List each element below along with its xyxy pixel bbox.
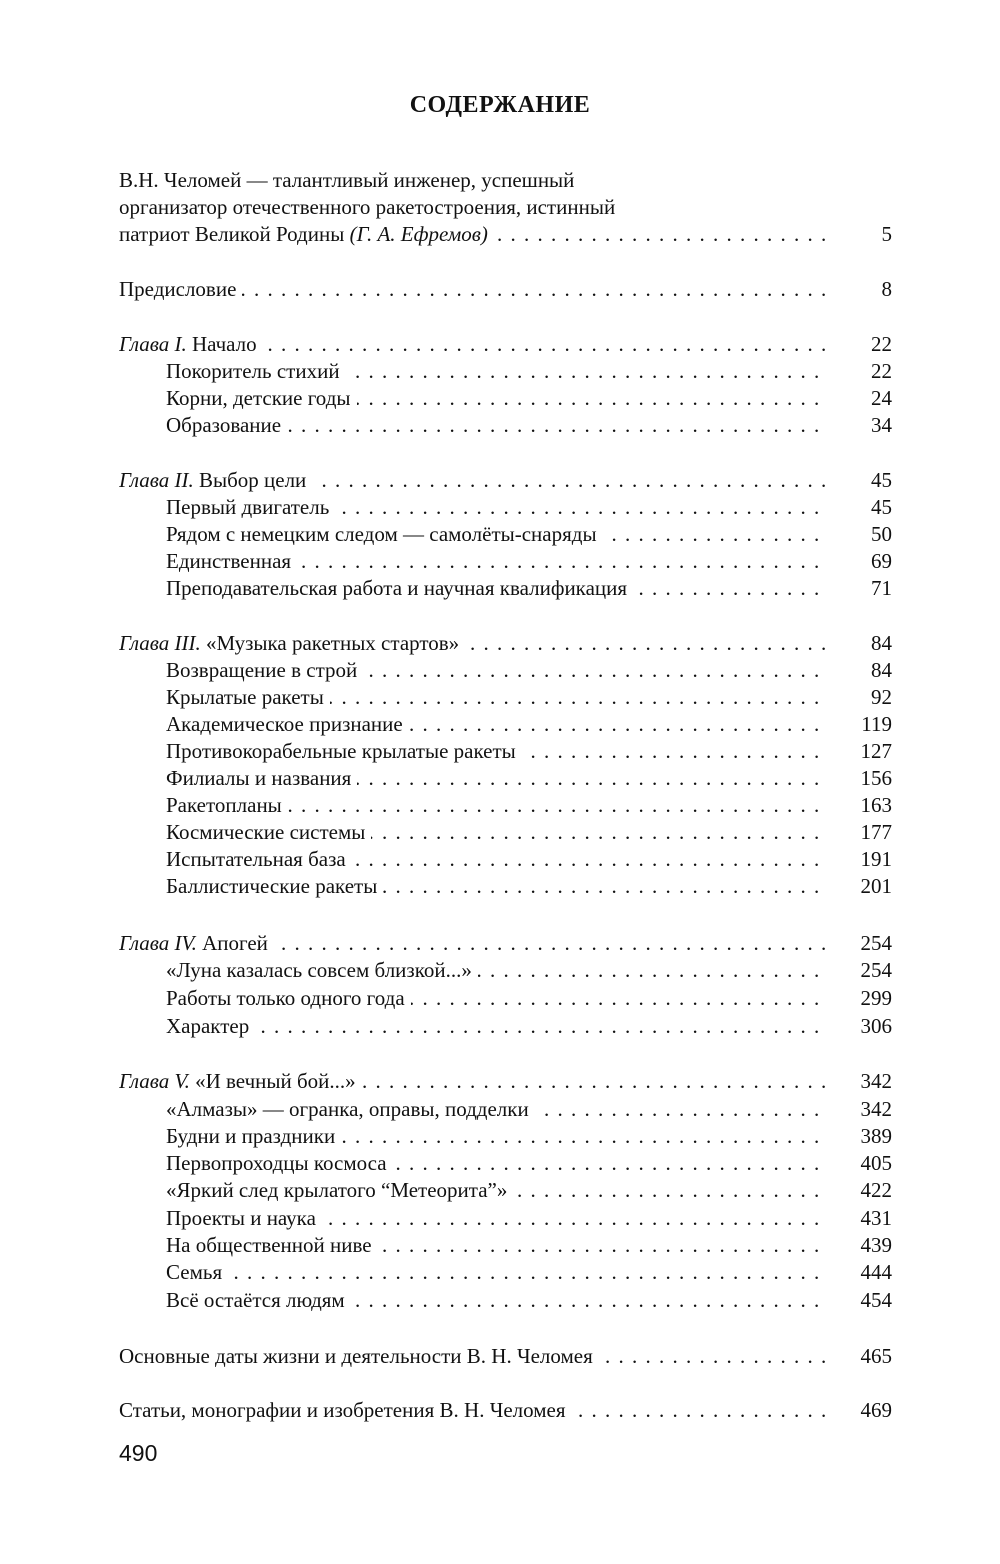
toc-section[interactable] — [0, 357, 1000, 385]
toc-chapter-5[interactable] — [0, 1067, 1000, 1095]
page-ref: 422 — [860, 1178, 892, 1202]
page-ref: 306 — [860, 1014, 892, 1038]
entry-label: На общественной ниве — [166, 1233, 378, 1257]
page-ref: 92 — [871, 685, 892, 709]
entry-label: Рядом с немецким следом — самолёты-снаряды — [166, 522, 603, 546]
toc-section[interactable] — [0, 1231, 1000, 1259]
page-ref: 156 — [860, 766, 892, 790]
toc-section[interactable] — [0, 872, 1000, 900]
page-ref: 45 — [871, 468, 892, 492]
chapter-title: Апогей — [202, 931, 268, 955]
page-ref: 439 — [860, 1233, 892, 1257]
entry-label: Работы только одного года — [166, 986, 411, 1010]
intro-line-1: В.Н. Челомей — талантливый инженер, успешный — [119, 168, 575, 192]
toc-section[interactable] — [0, 683, 1000, 711]
toc-section[interactable] — [0, 411, 1000, 439]
page-ref: 163 — [860, 793, 892, 817]
entry-label: Покоритель стихий — [166, 359, 346, 383]
toc-section[interactable] — [0, 1286, 1000, 1314]
page-ref: 254 — [860, 958, 892, 982]
entry-label: Единственная — [166, 549, 297, 573]
toc-chapter-2[interactable] — [0, 466, 1000, 494]
page-number: 490 — [119, 1440, 158, 1466]
toc-section[interactable] — [0, 1122, 1000, 1150]
toc-section[interactable] — [0, 520, 1000, 548]
intro-line-3: патриот Великой Родины — [119, 222, 345, 246]
page-ref: 50 — [871, 522, 892, 546]
toc-chapter-4[interactable] — [0, 929, 1000, 957]
entry-label: Преподавательская работа и научная квалификация — [166, 576, 633, 600]
entry-label: Космические системы — [166, 820, 371, 844]
page-ref: 299 — [860, 986, 892, 1010]
toc-section[interactable] — [0, 818, 1000, 846]
toc-entry-preface[interactable] — [0, 275, 1000, 303]
page-ref: 201 — [860, 874, 892, 898]
page-ref: 454 — [860, 1288, 892, 1312]
page-ref: 22 — [871, 359, 892, 383]
page-title: СОДЕРЖАНИЕ — [409, 92, 591, 118]
toc-section[interactable] — [0, 656, 1000, 684]
intro-author: (Г. А. Ефремов) — [349, 222, 488, 246]
page-ref: 5 — [881, 222, 892, 246]
entry-label: Всё остаётся людям — [166, 1288, 351, 1312]
page-ref: 34 — [871, 413, 892, 437]
toc-section[interactable] — [0, 547, 1000, 575]
chapter-title: «И вечный бой...» — [195, 1069, 356, 1093]
page-ref: 84 — [871, 631, 892, 655]
entry-label: Академическое признание — [166, 712, 409, 736]
toc-entry-intro[interactable] — [0, 220, 1000, 248]
entry-label: Возвращение в строй — [166, 658, 363, 682]
toc-section[interactable] — [0, 1149, 1000, 1177]
toc-section[interactable] — [0, 956, 1000, 984]
entry-label: Противокорабельные крылатые ракеты — [166, 739, 522, 763]
page-ref: 69 — [871, 549, 892, 573]
page-ref: 389 — [860, 1124, 892, 1148]
chapter-title: «Музыка ракетных стартов» — [205, 631, 460, 655]
page-ref: 191 — [860, 847, 892, 871]
toc-section[interactable] — [0, 1258, 1000, 1286]
entry-label: Предисловие — [119, 277, 242, 301]
entry-label: Испытательная база — [166, 847, 352, 871]
toc-section[interactable] — [0, 984, 1000, 1012]
entry-label: Первопроходцы космоса — [166, 1151, 393, 1175]
toc-entry-appendix-dates[interactable] — [0, 1342, 1000, 1370]
entry-label: Будни и праздники — [166, 1124, 341, 1148]
page-ref: 24 — [871, 386, 892, 410]
entry-label: Характер — [166, 1014, 255, 1038]
chapter-number: Глава III. — [119, 631, 201, 655]
chapter-title: Начало — [191, 332, 257, 356]
page-ref: 465 — [860, 1344, 892, 1368]
toc-chapter-1[interactable] — [0, 330, 1000, 358]
entry-label: Статьи, монографии и изобретения В. Н. Челомея — [119, 1398, 572, 1422]
entry-label: Образование — [166, 413, 287, 437]
toc-section[interactable] — [0, 764, 1000, 792]
chapter-number: Глава V. — [119, 1069, 190, 1093]
page-ref: 177 — [860, 820, 892, 844]
toc-section[interactable] — [0, 1176, 1000, 1204]
toc-section[interactable] — [0, 1204, 1000, 1232]
page-ref: 84 — [871, 658, 892, 682]
toc-chapter-3[interactable] — [0, 629, 1000, 657]
page-ref: 254 — [860, 931, 892, 955]
entry-label: «Яркий след крылатого “Метеорита”» — [166, 1178, 513, 1202]
chapter-number: Глава I. — [119, 332, 187, 356]
toc-section[interactable] — [0, 1095, 1000, 1123]
toc-section[interactable] — [0, 737, 1000, 765]
page-ref: 119 — [861, 712, 892, 736]
toc-section[interactable] — [0, 791, 1000, 819]
toc-section[interactable] — [0, 493, 1000, 521]
page-ref: 469 — [860, 1398, 892, 1422]
page-ref: 22 — [871, 332, 892, 356]
page-ref: 444 — [860, 1260, 892, 1284]
page-ref: 127 — [860, 739, 892, 763]
entry-label: «Алмазы» — огранка, оправы, подделки — [166, 1097, 535, 1121]
chapter-title: Выбор цели — [198, 468, 307, 492]
entry-label: «Луна казалась совсем близкой...» — [166, 958, 478, 982]
page-ref: 342 — [860, 1097, 892, 1121]
page-ref: 342 — [860, 1069, 892, 1093]
toc-section[interactable] — [0, 710, 1000, 738]
page-ref: 8 — [881, 277, 892, 301]
entry-label: Первый двигатель — [166, 495, 335, 519]
toc-section[interactable] — [0, 384, 1000, 412]
toc-section[interactable] — [0, 845, 1000, 873]
toc-section[interactable] — [0, 1012, 1000, 1040]
page-ref: 71 — [871, 576, 892, 600]
entry-label: Баллистические ракеты — [166, 874, 383, 898]
page-ref: 405 — [860, 1151, 892, 1175]
page-ref: 431 — [860, 1206, 892, 1230]
chapter-number: Глава II. — [119, 468, 194, 492]
entry-label: Крылатые ракеты — [166, 685, 330, 709]
toc-section[interactable] — [0, 574, 1000, 602]
entry-label: Корни, детские годы — [166, 386, 357, 410]
intro-line-2: организатор отечественного ракетостроения, истинный — [119, 195, 616, 219]
entry-label: Ракетопланы — [166, 793, 288, 817]
entry-label: Филиалы и названия — [166, 766, 357, 790]
toc-entry-appendix-works[interactable] — [0, 1396, 1000, 1424]
entry-label: Основные даты жизни и деятельности В. Н. Челомея — [119, 1344, 599, 1368]
entry-label: Проекты и наука — [166, 1206, 322, 1230]
chapter-number: Глава IV. — [119, 931, 197, 955]
entry-label: Семья — [166, 1260, 228, 1284]
page-ref: 45 — [871, 495, 892, 519]
